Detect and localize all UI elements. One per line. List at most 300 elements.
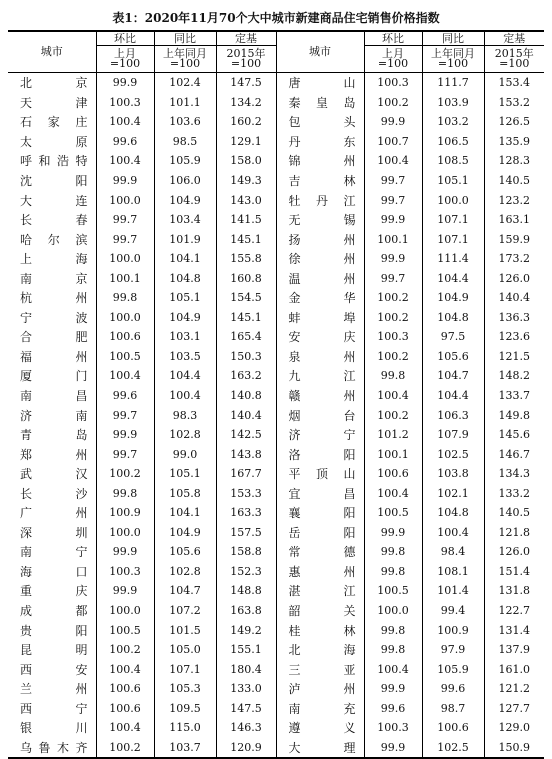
yoy-cell: 104.1: [154, 503, 216, 523]
mom-cell: 100.5: [364, 581, 422, 601]
table-body: [8, 73, 544, 759]
table-row: [8, 679, 544, 699]
city-cell: 长沙: [8, 483, 96, 503]
mom-cell: 99.8: [364, 366, 422, 386]
base-cell: 165.4: [216, 327, 276, 347]
mom-cell: 99.9: [96, 542, 154, 562]
table-row: [8, 268, 544, 288]
mom-cell: 100.4: [364, 151, 422, 171]
mom-cell: 99.8: [96, 483, 154, 503]
mom-cell: 100.4: [96, 659, 154, 679]
base-cell: 143.8: [216, 444, 276, 464]
yoy-cell: 102.8: [154, 425, 216, 445]
city-cell: 杭州: [8, 288, 96, 308]
mom-cell: 100.4: [96, 366, 154, 386]
table-row: [8, 210, 544, 230]
mom-cell: 100.1: [96, 268, 154, 288]
base-cell: 145.6: [498, 428, 530, 442]
city-cell: 温州: [276, 268, 364, 288]
yoy-cell: 101.4: [422, 581, 484, 601]
yoy-cell: 106.5: [422, 132, 484, 152]
base-cell: 133.7: [498, 389, 530, 403]
city-cell: 沈阳: [8, 171, 96, 191]
city-cell: 宜昌: [276, 483, 364, 503]
base-cell: 134.3: [498, 467, 530, 481]
mom-cell: 100.2: [364, 308, 422, 328]
yoy-cell: 104.7: [422, 366, 484, 386]
city-cell: 厦门: [8, 366, 96, 386]
mom-cell: 99.7: [96, 210, 154, 230]
yoy-cell: 109.5: [154, 699, 216, 719]
city-cell: 大理: [276, 738, 364, 759]
yoy-cell: 105.6: [422, 347, 484, 367]
city-cell: 泸州: [276, 679, 364, 699]
mom-cell: 100.2: [96, 464, 154, 484]
base-cell: 123.6: [498, 330, 530, 344]
city-cell: 湛江: [276, 581, 364, 601]
table-header: [8, 31, 544, 73]
base-cell: 153.4: [498, 76, 530, 90]
base-cell: 149.8: [498, 408, 530, 422]
table-row: [8, 483, 544, 503]
city-cell: 平顶山: [276, 464, 364, 484]
mom-cell: 100.4: [364, 483, 422, 503]
mom-cell: 100.6: [364, 464, 422, 484]
mom-cell: 99.6: [96, 386, 154, 406]
mom-cell: 100.3: [364, 73, 422, 93]
yoy-cell: 107.9: [422, 425, 484, 445]
base-cell: 147.5: [216, 699, 276, 719]
yoy-cell: 103.7: [154, 738, 216, 759]
yoy-cell: 102.4: [154, 73, 216, 93]
yoy-cell: 103.1: [154, 327, 216, 347]
yoy-cell: 107.2: [154, 601, 216, 621]
city-cell: 南宁: [8, 542, 96, 562]
base-cell: 140.5: [498, 506, 530, 520]
city-cell: 岳阳: [276, 523, 364, 543]
table-row: [8, 132, 544, 152]
yoy-cell: 98.7: [422, 699, 484, 719]
yoy-cell: 98.4: [422, 542, 484, 562]
table-row: [8, 601, 544, 621]
table-row: [8, 425, 544, 445]
base-cell: 122.7: [498, 604, 530, 618]
mom-cell: 100.2: [364, 347, 422, 367]
city-cell: 扬州: [276, 229, 364, 249]
city-cell: 福州: [8, 347, 96, 367]
city-cell: 桂林: [276, 620, 364, 640]
city-cell: 遵义: [276, 718, 364, 738]
base-cell: 158.0: [216, 151, 276, 171]
base-cell: 150.9: [484, 738, 544, 759]
base-cell: 157.5: [216, 523, 276, 543]
mom-cell: 99.8: [364, 640, 422, 660]
mom-cell: 100.6: [96, 327, 154, 347]
city-cell: 徐州: [276, 249, 364, 269]
city-cell: 兰州: [8, 679, 96, 699]
base-cell: 142.5: [216, 425, 276, 445]
city-cell: 昆明: [8, 640, 96, 660]
base-cell: 180.4: [216, 659, 276, 679]
mom-header: 环比: [364, 31, 422, 46]
base-cell: 146.7: [498, 447, 530, 461]
mom-cell: 100.2: [96, 738, 154, 759]
city-cell: 赣州: [276, 386, 364, 406]
table-row: [8, 229, 544, 249]
mom-cell: 99.8: [96, 288, 154, 308]
table-row: [8, 444, 544, 464]
mom-cell: 100.6: [96, 679, 154, 699]
city-cell: 石家庄: [8, 112, 96, 132]
city-cell: 郑州: [8, 444, 96, 464]
base-cell: 153.2: [498, 95, 530, 109]
city-cell: 深圳: [8, 523, 96, 543]
base-cell: 141.5: [216, 210, 276, 230]
city-cell: 常德: [276, 542, 364, 562]
yoy-cell: 105.9: [422, 659, 484, 679]
mom-cell: 100.3: [96, 93, 154, 113]
base-cell: 160.8: [216, 268, 276, 288]
mom-cell: 99.9: [364, 523, 422, 543]
base-cell: 128.3: [498, 154, 530, 168]
table-row: [8, 347, 544, 367]
mom-cell: 101.2: [364, 425, 422, 445]
base-cell: 126.0: [498, 271, 530, 285]
city-cell: 合肥: [8, 327, 96, 347]
base-cell: 120.9: [216, 738, 276, 759]
base-cell: 140.8: [216, 386, 276, 406]
mom-cell: 100.3: [364, 327, 422, 347]
mom-cell: 99.7: [364, 190, 422, 210]
table-title: 表1：2020年11月70个大中城市新建商品住宅销售价格指数: [112, 11, 440, 25]
yoy-cell: 97.9: [422, 640, 484, 660]
yoy-cell: 105.9: [154, 151, 216, 171]
mom-cell: 99.9: [364, 112, 422, 132]
mom-cell: 100.9: [96, 503, 154, 523]
yoy-cell: 104.4: [422, 386, 484, 406]
city-cell: 惠州: [276, 562, 364, 582]
yoy-subheader: 上年同月 =100: [154, 46, 216, 73]
city-cell: 海口: [8, 562, 96, 582]
mom-cell: 100.4: [364, 659, 422, 679]
yoy-cell: 105.1: [154, 288, 216, 308]
yoy-cell: 98.3: [154, 405, 216, 425]
city-cell: 太原: [8, 132, 96, 152]
mom-cell: 99.7: [96, 405, 154, 425]
mom-cell: 100.1: [364, 444, 422, 464]
mom-cell: 100.2: [364, 93, 422, 113]
mom-cell: 100.2: [364, 288, 422, 308]
mom-cell: 99.9: [364, 210, 422, 230]
yoy-subheader: 上年同月 =100: [422, 46, 484, 73]
city-cell: 银川: [8, 718, 96, 738]
table-row: [8, 659, 544, 679]
yoy-cell: 105.6: [154, 542, 216, 562]
mom-cell: 100.0: [96, 523, 154, 543]
yoy-cell: 100.0: [422, 190, 484, 210]
yoy-cell: 103.8: [422, 464, 484, 484]
mom-cell: 100.3: [364, 718, 422, 738]
yoy-cell: 107.1: [154, 659, 216, 679]
yoy-cell: 103.9: [422, 93, 484, 113]
city-cell: 北京: [8, 73, 96, 93]
yoy-cell: 104.8: [154, 268, 216, 288]
mom-cell: 99.6: [364, 699, 422, 719]
base-cell: 158.8: [216, 542, 276, 562]
yoy-cell: 104.7: [154, 581, 216, 601]
yoy-cell: 100.4: [154, 386, 216, 406]
yoy-cell: 99.0: [154, 444, 216, 464]
city-cell: 济南: [8, 405, 96, 425]
city-cell: 蚌埠: [276, 308, 364, 328]
yoy-cell: 101.1: [154, 93, 216, 113]
yoy-header: 同比: [154, 31, 216, 46]
mom-cell: 100.0: [96, 308, 154, 328]
yoy-cell: 105.3: [154, 679, 216, 699]
base-cell: 161.0: [498, 662, 530, 676]
table-row: [8, 151, 544, 171]
mom-cell: 99.6: [96, 132, 154, 152]
yoy-cell: 101.9: [154, 229, 216, 249]
city-cell: 长春: [8, 210, 96, 230]
table-row: [8, 288, 544, 308]
base-cell: 155.8: [216, 249, 276, 269]
base-cell: 143.0: [216, 190, 276, 210]
base-cell: 148.2: [498, 369, 530, 383]
city-cell: 包头: [276, 112, 364, 132]
city-header: 城市: [276, 31, 364, 73]
mom-cell: 99.9: [364, 738, 422, 759]
mom-cell: 99.9: [364, 249, 422, 269]
base-cell: 126.0: [498, 545, 530, 559]
yoy-cell: 104.9: [154, 523, 216, 543]
base-cell: 136.3: [498, 310, 530, 324]
table-row: [8, 366, 544, 386]
yoy-cell: 104.9: [154, 190, 216, 210]
city-cell: 贵阳: [8, 620, 96, 640]
mom-header: 环比: [96, 31, 154, 46]
yoy-cell: 108.1: [422, 562, 484, 582]
city-cell: 三亚: [276, 659, 364, 679]
city-cell: 烟台: [276, 405, 364, 425]
mom-cell: 100.4: [96, 112, 154, 132]
base-cell: 151.4: [498, 564, 530, 578]
table-row: [8, 171, 544, 191]
base-cell: 153.3: [216, 483, 276, 503]
yoy-cell: 99.6: [422, 679, 484, 699]
base-cell: 121.8: [498, 525, 530, 539]
table-row: [8, 640, 544, 660]
table-row: [8, 581, 544, 601]
base-cell: 149.2: [216, 620, 276, 640]
city-cell: 大连: [8, 190, 96, 210]
base-cell: 149.3: [216, 171, 276, 191]
city-cell: 金华: [276, 288, 364, 308]
city-cell: 青岛: [8, 425, 96, 445]
base-header: 定基: [484, 31, 544, 46]
table-row: [8, 503, 544, 523]
table-row: [8, 308, 544, 328]
city-cell: 乌鲁木齐: [8, 738, 96, 759]
base-cell: 163.3: [216, 503, 276, 523]
city-cell: 北海: [276, 640, 364, 660]
mom-cell: 100.0: [96, 249, 154, 269]
base-header: 定基: [216, 31, 276, 46]
yoy-cell: 103.5: [154, 347, 216, 367]
yoy-cell: 100.4: [422, 523, 484, 543]
city-header: 城市: [8, 31, 96, 73]
city-cell: 宁波: [8, 308, 96, 328]
city-cell: 锦州: [276, 151, 364, 171]
base-cell: 135.9: [498, 134, 530, 148]
mom-cell: 100.2: [96, 640, 154, 660]
mom-cell: 100.4: [96, 718, 154, 738]
base-cell: 163.8: [216, 601, 276, 621]
table-row: [8, 327, 544, 347]
base-cell: 140.5: [498, 174, 530, 187]
mom-cell: 100.7: [364, 132, 422, 152]
yoy-cell: 100.6: [422, 718, 484, 738]
yoy-cell: 97.5: [422, 327, 484, 347]
yoy-cell: 101.5: [154, 620, 216, 640]
base-cell: 133.0: [216, 679, 276, 699]
city-cell: 无锡: [276, 210, 364, 230]
base-cell: 145.1: [216, 229, 276, 249]
table-row: [8, 699, 544, 719]
mom-cell: 100.5: [364, 503, 422, 523]
base-cell: 160.2: [216, 112, 276, 132]
table-row: [8, 464, 544, 484]
mom-cell: 99.7: [96, 229, 154, 249]
city-cell: 九江: [276, 366, 364, 386]
base-subheader: 2015年=100: [216, 46, 276, 73]
yoy-cell: 105.0: [154, 640, 216, 660]
city-cell: 唐山: [276, 73, 364, 93]
price-index-table: [8, 30, 544, 759]
yoy-cell: 104.4: [422, 268, 484, 288]
base-cell: 155.1: [216, 640, 276, 660]
yoy-cell: 104.1: [154, 249, 216, 269]
city-cell: 重庆: [8, 581, 96, 601]
city-cell: 呼和浩特: [8, 151, 96, 171]
base-cell: 134.2: [216, 93, 276, 113]
yoy-cell: 102.1: [422, 483, 484, 503]
yoy-cell: 105.8: [154, 483, 216, 503]
mom-cell: 100.5: [96, 347, 154, 367]
table-row: [8, 190, 544, 210]
mom-subheader: 上月 =100: [364, 46, 422, 73]
base-cell: 140.4: [498, 291, 530, 305]
base-cell: 150.3: [216, 347, 276, 367]
table-row: [8, 386, 544, 406]
yoy-cell: 108.5: [422, 151, 484, 171]
base-cell: 131.4: [498, 623, 530, 637]
mom-cell: 99.9: [96, 171, 154, 191]
city-cell: 牡丹江: [276, 190, 364, 210]
table-row: [8, 405, 544, 425]
city-cell: 上海: [8, 249, 96, 269]
base-cell: 146.3: [216, 718, 276, 738]
yoy-cell: 107.1: [422, 210, 484, 230]
mom-cell: 99.9: [364, 679, 422, 699]
base-cell: 131.8: [498, 584, 530, 598]
yoy-cell: 98.5: [154, 132, 216, 152]
yoy-cell: 104.9: [422, 288, 484, 308]
yoy-cell: 115.0: [154, 718, 216, 738]
city-cell: 哈尔滨: [8, 229, 96, 249]
city-cell: 韶关: [276, 601, 364, 621]
base-subheader: 2015年=100: [494, 47, 534, 70]
city-cell: 丹东: [276, 132, 364, 152]
city-cell: 成都: [8, 601, 96, 621]
mom-cell: 100.0: [96, 190, 154, 210]
table-row: [8, 542, 544, 562]
base-cell: 126.5: [498, 115, 530, 129]
base-cell: 152.3: [216, 562, 276, 582]
base-cell: 148.8: [216, 581, 276, 601]
mom-cell: 100.4: [96, 151, 154, 171]
base-cell: 129.1: [216, 132, 276, 152]
base-cell: 133.2: [498, 486, 530, 500]
mom-cell: 99.9: [96, 581, 154, 601]
base-cell: 163.2: [216, 366, 276, 386]
yoy-cell: 104.4: [154, 366, 216, 386]
mom-cell: 99.7: [96, 444, 154, 464]
table-row: [8, 620, 544, 640]
yoy-cell: 107.1: [422, 229, 484, 249]
mom-cell: 99.7: [364, 268, 422, 288]
base-cell: 121.2: [498, 682, 530, 696]
city-cell: 洛阳: [276, 444, 364, 464]
mom-cell: 99.8: [364, 620, 422, 640]
mom-cell: 100.2: [364, 405, 422, 425]
table-row: [8, 73, 544, 93]
mom-cell: 100.4: [364, 386, 422, 406]
table-row: [8, 93, 544, 113]
yoy-header: 同比: [422, 31, 484, 46]
mom-cell: 99.8: [364, 542, 422, 562]
yoy-cell: 106.3: [422, 405, 484, 425]
yoy-cell: 102.5: [422, 738, 484, 759]
yoy-cell: 102.5: [422, 444, 484, 464]
yoy-cell: 104.8: [422, 308, 484, 328]
yoy-cell: 103.4: [154, 210, 216, 230]
yoy-cell: 104.8: [422, 503, 484, 523]
table-row: [8, 112, 544, 132]
base-cell: 163.1: [498, 213, 530, 227]
city-cell: 南昌: [8, 386, 96, 406]
yoy-cell: 102.8: [154, 562, 216, 582]
city-cell: 泉州: [276, 347, 364, 367]
city-cell: 襄阳: [276, 503, 364, 523]
mom-subheader: 上月 =100: [96, 46, 154, 73]
city-cell: 南京: [8, 268, 96, 288]
table-row: [8, 249, 544, 269]
mom-cell: 100.0: [96, 601, 154, 621]
base-cell: 159.9: [498, 232, 530, 246]
city-cell: 吉林: [276, 171, 364, 191]
base-cell: 145.1: [216, 308, 276, 328]
table-row: [8, 562, 544, 582]
city-cell: 广州: [8, 503, 96, 523]
mom-cell: 100.6: [96, 699, 154, 719]
mom-cell: 100.5: [96, 620, 154, 640]
base-cell: 137.9: [498, 643, 530, 657]
base-cell: 140.4: [216, 405, 276, 425]
yoy-cell: 104.9: [154, 308, 216, 328]
mom-cell: 100.3: [96, 562, 154, 582]
city-cell: 天津: [8, 93, 96, 113]
